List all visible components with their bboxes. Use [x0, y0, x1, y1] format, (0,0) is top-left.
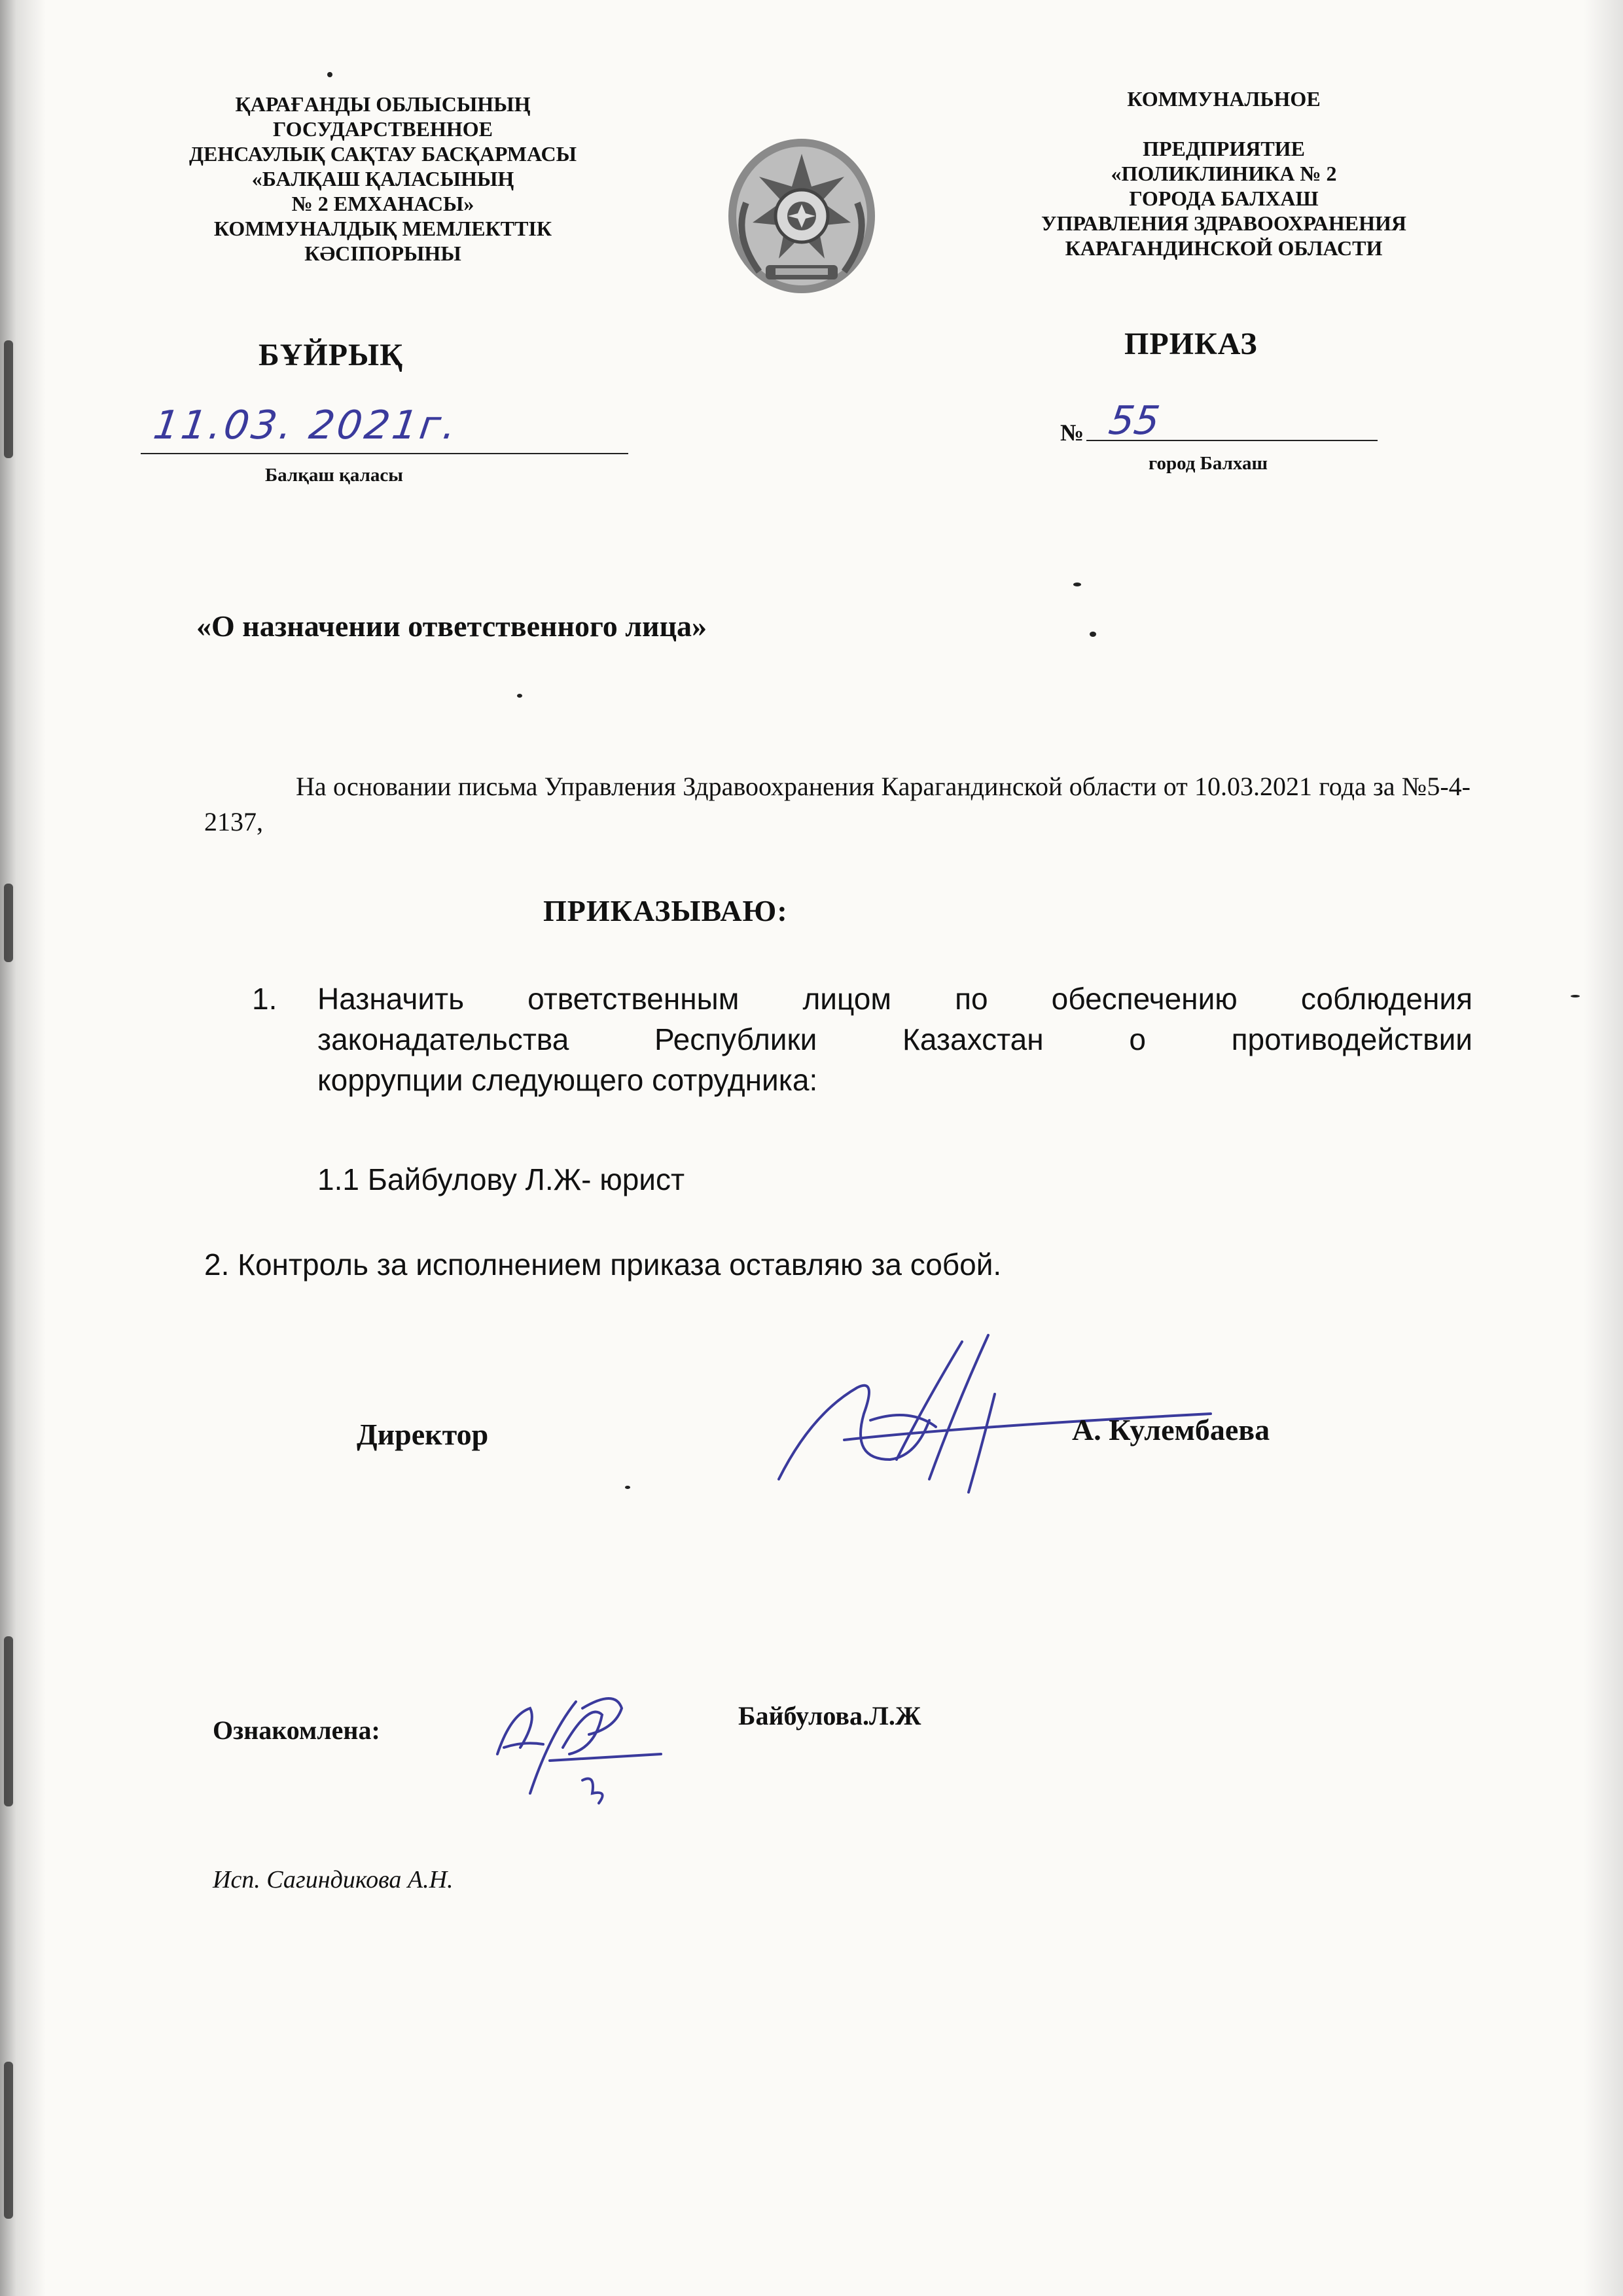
list-item-text-line: Назначить ответственным лицом по обеспечению соблюдения — [317, 982, 1472, 1016]
acknowledged-label: Ознакомлена: — [213, 1715, 380, 1745]
city-ru: город Балхаш — [1149, 453, 1268, 474]
executor-note: Исп. Сагиндикова А.Н. — [213, 1866, 454, 1893]
scan-streak — [4, 884, 13, 962]
scan-speck — [327, 72, 332, 77]
header-right-line: КАРАГАНДИНСКОЙ ОБЛАСТИ — [1065, 236, 1383, 260]
director-name: А. Кулембаева — [1072, 1413, 1270, 1446]
acknowledged-name: Байбулова.Л.Ж — [738, 1701, 921, 1731]
scan-speck — [1073, 583, 1081, 586]
basis-paragraph: На основании письма Управления Здравоохранения Карагандинской области от 10.03.2021 года за №5-4-2137, — [204, 772, 1471, 836]
order-word: ПРИКАЗЫВАЮ: — [543, 894, 788, 927]
header-right-line: УПРАВЛЕНИЯ ЗДРАВООХРАНЕНИЯ — [1041, 211, 1407, 235]
scan-shadow-right — [1584, 0, 1623, 2296]
date-underline — [141, 452, 628, 454]
handwritten-number: 55 — [1106, 398, 1163, 444]
scan-streak — [4, 340, 13, 458]
header-right-line: ПРЕДПРИЯТИЕ — [1143, 137, 1305, 160]
list-item-text-line: законадательства Республики Казахстан о противодействии — [317, 1022, 1472, 1056]
list-sub-item: 1.1 Байбулову Л.Ж- юрист — [317, 1162, 685, 1196]
header-left-line: № 2 ЕМХАНАСЫ» — [291, 192, 474, 215]
doc-type-ru: ПРИКАЗ — [1124, 327, 1258, 361]
scan-streak — [4, 2062, 13, 2219]
acknowledged-signature — [484, 1676, 681, 1806]
list-item-number: 1. — [252, 982, 277, 1016]
header-left-line: ГОСУДАРСТВЕННОЕ — [273, 117, 493, 141]
handwritten-date: 11.03. 2021г. — [151, 403, 462, 448]
header-left-line: «БАЛҚАШ ҚАЛАСЫНЫҢ — [251, 167, 514, 190]
header-right-line: ГОРОДА БАЛХАШ — [1129, 187, 1319, 210]
city-kz: Балқаш қаласы — [265, 465, 403, 486]
header-right-line: «ПОЛИКЛИНИКА № 2 — [1111, 162, 1337, 185]
header-left-line: ДЕНСАУЛЫҚ САҚТАУ БАСҚАРМАСЫ — [188, 142, 577, 166]
scan-speck — [625, 1486, 630, 1489]
number-underline — [1086, 439, 1378, 441]
scan-speck — [1571, 995, 1580, 997]
kazakhstan-state-emblem-icon — [720, 124, 883, 301]
director-title: Директор — [357, 1418, 489, 1451]
scan-speck — [1090, 632, 1096, 637]
header-left-line: КОММУНАЛДЫҚ МЕМЛЕКТТІК — [213, 217, 552, 240]
list-item-2: 2. Контроль за исполнением приказа оставляю за собой. — [204, 1247, 1002, 1282]
header-left-line: КӘСІПОРЫНЫ — [304, 242, 461, 265]
order-subject: «О назначении ответственного лица» — [196, 609, 707, 643]
header-left-line: ҚАРАҒАНДЫ ОБЛЫСЫНЫҢ — [235, 92, 531, 116]
list-item-text-line: коррупции следующего сотрудника: — [317, 1063, 818, 1097]
number-sign: № — [1060, 420, 1084, 446]
header-left — [141, 92, 625, 266]
header-right — [995, 86, 1453, 260]
scan-speck — [517, 694, 522, 698]
doc-type-kz: БҰЙРЫҚ — [259, 338, 403, 372]
header-right-line: КОММУНАЛЬНОЕ — [1127, 87, 1321, 111]
scan-streak — [4, 1636, 13, 1806]
